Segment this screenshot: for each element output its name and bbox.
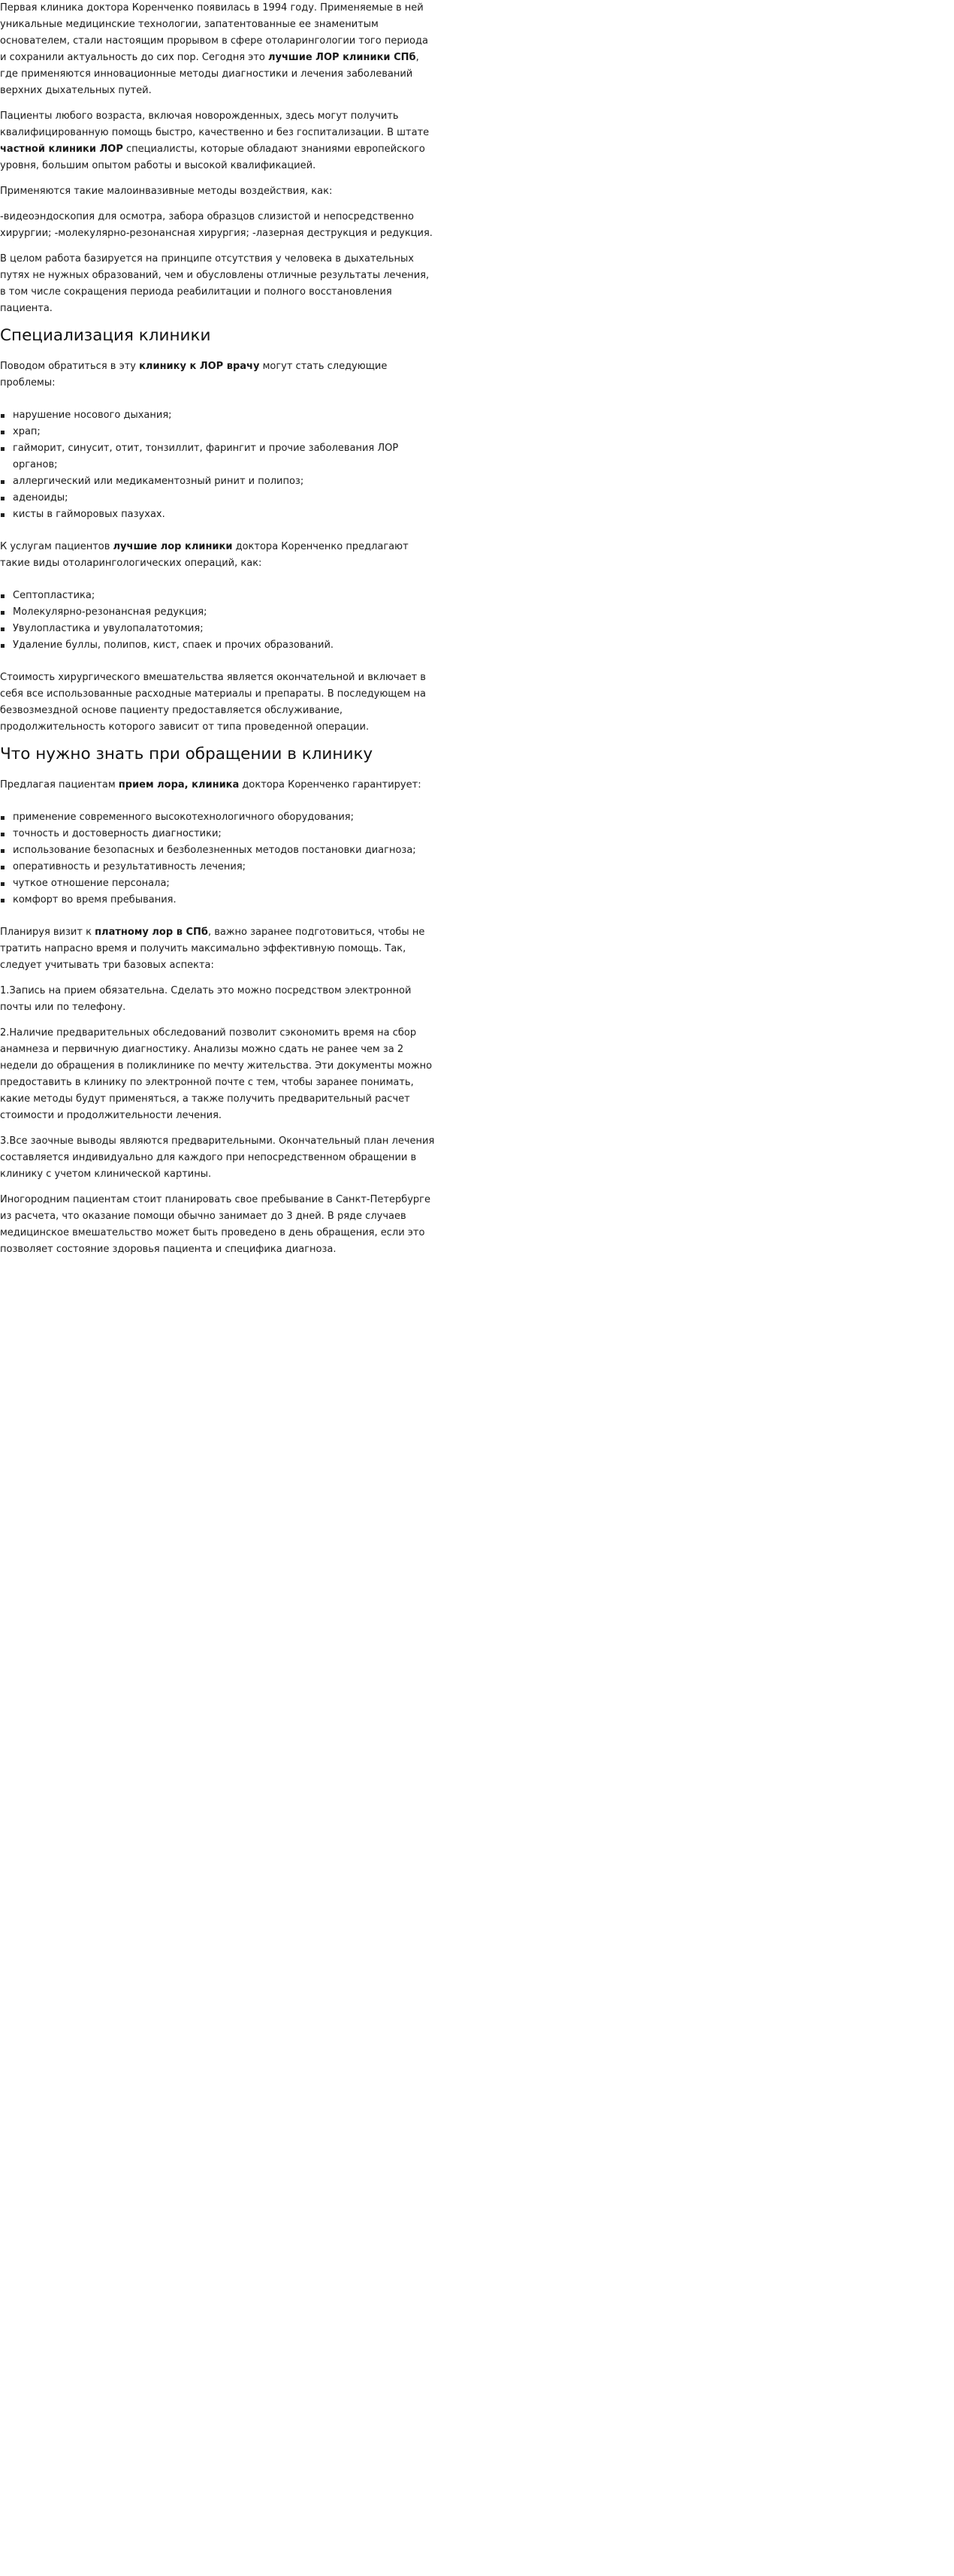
list-item: храп;: [0, 424, 436, 440]
bold-keyword: частной клиники ЛОР: [0, 144, 123, 155]
methods-intro-paragraph: Применяются такие малоинвазивные методы воздействия, как:: [0, 186, 333, 197]
section-heading-what-to-know: Что нужно знать при обращении в клинику: [0, 745, 373, 763]
list-item: нарушение носового дыхания;: [0, 407, 436, 424]
text: , где применяются инновационные методы диагностики и лечения заболеваний верхних дыхательных путей.: [0, 52, 419, 96]
section-heading-specialization: Специализация клиники: [0, 326, 211, 345]
aspect-3-paragraph: 3.Все заочные выводы являются предварительными. Окончательный план лечения составляется индивидуально для каждого при непосредственном обращении в клинику с учетом клинической картины.: [0, 1135, 435, 1180]
cost-paragraph: Стоимость хирургического вмешательства является окончательной и включает в себя все использованные расходные материалы и препараты. В последующем на безвозмездной основе пациенту предоставляется обслуживание, продолжительность которого зависит от типа проведенной операции.: [0, 672, 426, 733]
list-item: использование безопасных и безболезненных методов постановки диагноза;: [0, 842, 436, 859]
text: Планируя визит к: [0, 927, 95, 938]
bold-keyword: лучшие ЛОР клиники СПб: [267, 52, 416, 63]
bold-keyword: платному лор в СПб: [95, 927, 208, 938]
aspect-1-paragraph: 1.Запись на прием обязательна. Сделать это можно посредством электронной почты или по телефону.: [0, 985, 412, 1013]
guarantees-list: [0, 809, 436, 909]
text: специалисты, которые обладают знаниями европейского уровня, большим опытом работы и высокой квалификацией.: [0, 144, 425, 171]
staff-paragraph: [0, 108, 436, 174]
visit-planning-paragraph: [0, 924, 436, 974]
aspect-2-paragraph: 2.Наличие предварительных обследований позволит сэкономить время на сбор анамнеза и первичную диагностику. Анализы можно сдать не ранее чем за 2 недели до обращения в поликлинике по мечту жительства. Эти документы можно предоставить в клинику по электронной почте с тем, чтобы заранее понимать, какие методы будут применяться, а также получить предварительный расчет стоимости и продолжительности лечения.: [0, 1027, 433, 1121]
list-item: применение современного высокотехнологичного оборудования;: [0, 809, 436, 826]
bold-keyword: лучшие лор клиники: [113, 541, 233, 552]
intro-paragraph: [0, 0, 436, 99]
list-item: Увулопластика и увулопалатотомия;: [0, 621, 436, 637]
methods-paragraph: -видеоэндоскопия для осмотра, забора образцов слизистой и непосредственно хирургии; -молекулярно-резонансная хирургия; -лазерная деструкция и редукция.: [0, 211, 433, 239]
problems-list: [0, 407, 436, 523]
problems-intro-paragraph: [0, 358, 436, 392]
list-item: Удаление буллы, полипов, кист, спаек и прочих образований.: [0, 637, 436, 654]
list-item: чуткое отношение персонала;: [0, 875, 436, 892]
bold-keyword: клинику к ЛОР врачу: [139, 361, 260, 372]
text: Предлагая пациентам: [0, 779, 119, 791]
guarantees-intro-paragraph: [0, 777, 436, 794]
list-item: точность и достоверность диагностики;: [0, 826, 436, 842]
text: Пациенты любого возраста, включая новорожденных, здесь могут получить квалифицированную помощь быстро, качественно и без госпитализации. В штате: [0, 110, 430, 138]
text: могут стать следующие проблемы:: [0, 361, 388, 389]
list-item: аденоиды;: [0, 490, 436, 506]
list-item: кисты в гайморовых пазухах.: [0, 506, 436, 523]
text: Поводом обратиться в эту: [0, 361, 140, 372]
principle-paragraph: В целом работа базируется на принципе отсутствия у человека в дыхательных путях не нужных образований, чем и обусловлены отличные результаты лечения, в том числе сокращения периода реабилитации и полного восстановления пациента.: [0, 253, 430, 314]
list-item: Молекулярно-резонансная редукция;: [0, 604, 436, 621]
operations-intro-paragraph: [0, 539, 436, 572]
list-item: аллергический или медикаментозный ринит и полипоз;: [0, 473, 436, 490]
text: Первая клиника доктора Коренченко появилась в 1994 году. Применяемые в ней уникальные медицинские технологии, запатентованные ее знаменитым основателем, стали настоящим прорывом в сфере отоларингологии того периода и сохранили актуальность до сих пор. Сегодня это: [0, 2, 428, 63]
list-item: Септопластика;: [0, 588, 436, 604]
text: К услугам пациентов: [0, 541, 113, 552]
list-item: гайморит, синусит, отит, тонзиллит, фарингит и прочие заболевания ЛОР органов;: [0, 440, 436, 473]
article-content: [0, 0, 438, 1258]
operations-list: [0, 588, 436, 654]
list-item: оперативность и результативность лечения;: [0, 859, 436, 875]
nonresident-paragraph: Иногородним пациентам стоит планировать свое пребывание в Санкт-Петербурге из расчета, что оказание помощи обычно занимает до 3 дней. В ряде случаев медицинское вмешательство может быть проведено в день обращения, если это позволяет состояние здоровья пациента и специфика диагноза.: [0, 1194, 431, 1255]
text: доктора Коренченко гарантирует:: [239, 779, 421, 791]
text: доктора Коренченко предлагают такие виды отоларингологических операций, как:: [0, 541, 409, 569]
list-item: комфорт во время пребывания.: [0, 892, 436, 909]
text: , важно заранее подготовиться, чтобы не тратить напрасно время и получить максимально эффективную помощь. Так, следует учитывать три базовых аспекта:: [0, 927, 425, 971]
bold-keyword: прием лора, клиника: [118, 779, 240, 791]
